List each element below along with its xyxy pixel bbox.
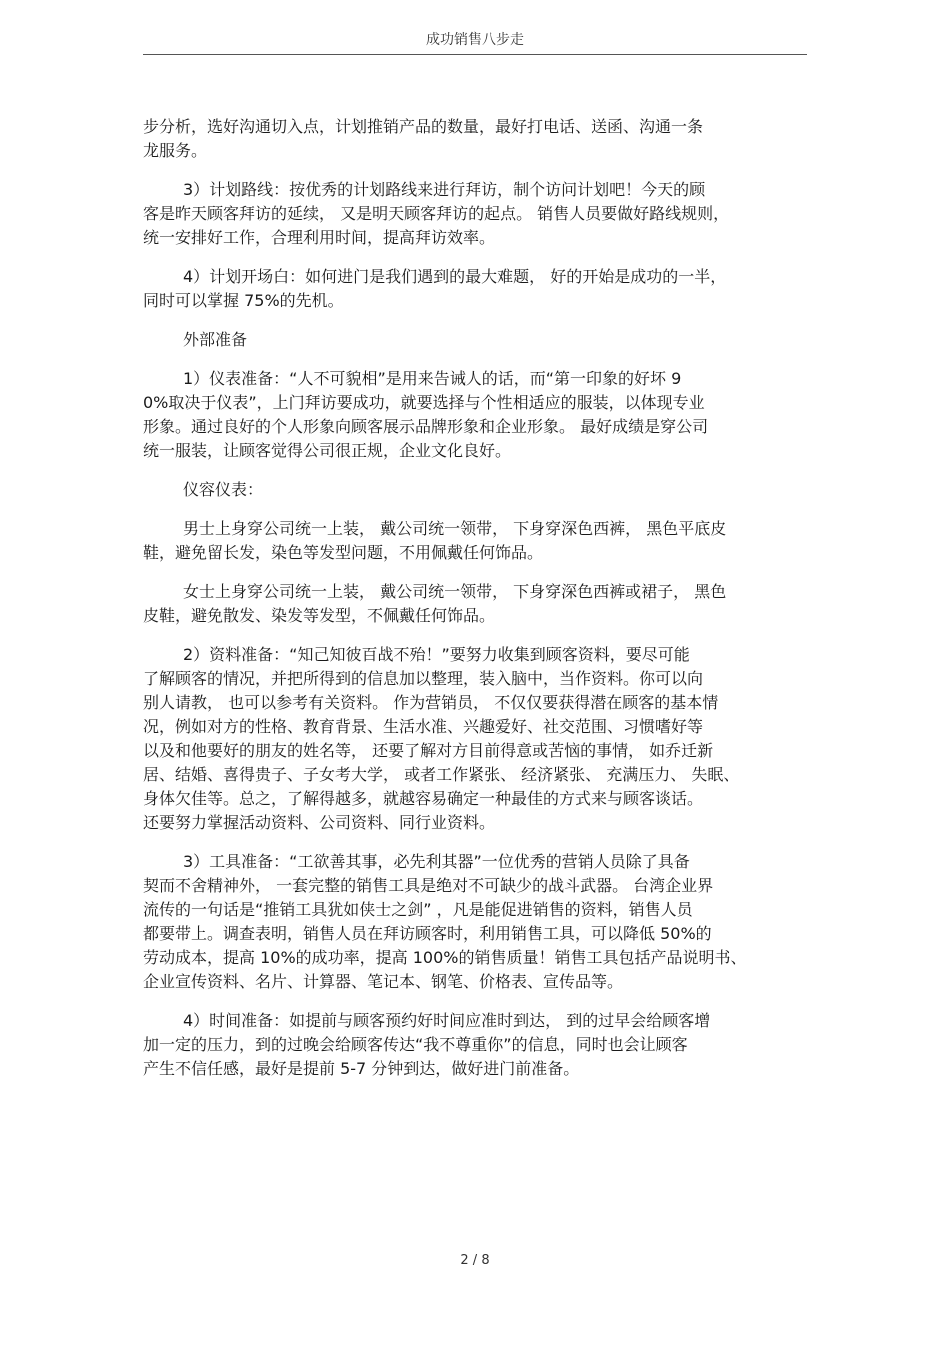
text-line: 统一服装，让顾客觉得公司很正规，企业文化良好。 bbox=[143, 441, 512, 460]
text-line: 4）时间准备：如提前与顾客预约好时间应准时到达， 到的过早会给顾客增 bbox=[183, 1011, 711, 1030]
document-body bbox=[143, 115, 807, 1096]
text-line: 步分析，选好沟通切入点，计划推销产品的数量，最好打电话、送函、沟通一条 bbox=[143, 117, 704, 136]
text-line: 鞋，避免留长发，染色等发型问题，不用佩戴任何饰品。 bbox=[143, 543, 544, 562]
text-line: 外部准备 bbox=[183, 330, 248, 349]
text-line: 契而不舍精神外， 一套完整的销售工具是绝对不可缺少的战斗武器。 台湾企业界 bbox=[143, 876, 714, 895]
text-line: 别人请教， 也可以参考有关资料。 作为营销员， 不仅仅要获得潜在顾客的基本情 bbox=[143, 693, 719, 712]
text-line: 同时可以掌握 75%的先机。 bbox=[143, 291, 344, 310]
text-line: 仪容仪表： bbox=[183, 480, 264, 499]
text-line: 3）工具准备：“工欲善其事，必先利其器”一位优秀的营销人员除了具备 bbox=[183, 852, 690, 871]
text-line: 了解顾客的情况，并把所得到的信息加以整理，装入脑中，当作资料。你可以向 bbox=[143, 669, 704, 688]
text-line: 企业宣传资料、名片、计算器、笔记本、钢笔、价格表、宣传品等。 bbox=[143, 972, 624, 991]
text-line: 龙服务。 bbox=[143, 141, 208, 160]
paragraph bbox=[143, 643, 807, 835]
text-line: 皮鞋，避免散发、染发等发型，不佩戴任何饰品。 bbox=[143, 606, 496, 625]
header-divider bbox=[143, 54, 807, 55]
text-line: 况，例如对方的性格、教育背景、生活水准、兴趣爱好、社交范围、习惯嗜好等 bbox=[143, 717, 704, 736]
paragraph bbox=[143, 178, 807, 250]
text-line: 还要努力掌握活动资料、公司资料、同行业资料。 bbox=[143, 813, 496, 832]
text-line: 居、结婚、喜得贵子、子女考大学， 或者工作紧张、 经济紧张、 充满压力、 失眠、 bbox=[143, 765, 740, 784]
paragraph bbox=[143, 328, 807, 352]
text-line: 2）资料准备：“知己知彼百战不殆！”要努力收集到顾客资料，要尽可能 bbox=[183, 645, 690, 664]
text-line: 男士上身穿公司统一上装， 戴公司统一领带， 下身穿深色西裤， 黑色平底皮 bbox=[183, 519, 727, 538]
page-header-title: 成功销售八步走 bbox=[426, 32, 524, 48]
text-line: 0%取决于仪表”，上门拜访要成功，就要选择与个性相适应的服装，以体现专业 bbox=[143, 393, 705, 412]
text-line: 劳动成本，提高 10%的成功率，提高 100%的销售质量！销售工具包括产品说明书、 bbox=[143, 948, 747, 967]
text-line: 流传的一句话是“推销工具犹如侠士之剑” ，凡是能促进销售的资料，销售人员 bbox=[143, 900, 693, 919]
text-line: 1）仪表准备：“人不可貌相”是用来告诫人的话，而“第一印象的好坏 9 bbox=[183, 369, 682, 388]
paragraph bbox=[143, 517, 807, 565]
paragraph bbox=[143, 478, 807, 502]
text-line: 形象。通过良好的个人形象向顾客展示品牌形象和企业形象。 最好成绩是穿公司 bbox=[143, 417, 709, 436]
page-number: 2 / 8 bbox=[460, 1253, 490, 1268]
text-line: 以及和他要好的朋友的姓名等， 还要了解对方目前得意或苦恼的事情， 如乔迁新 bbox=[143, 741, 714, 760]
paragraph bbox=[143, 265, 807, 313]
text-line: 统一安排好工作，合理利用时间，提高拜访效率。 bbox=[143, 228, 496, 247]
text-line: 女士上身穿公司统一上装， 戴公司统一领带， 下身穿深色西裤或裙子， 黑色 bbox=[183, 582, 727, 601]
paragraph bbox=[143, 367, 807, 463]
text-line: 客是昨天顾客拜访的延续， 又是明天顾客拜访的起点。 销售人员要做好路线规则， bbox=[143, 204, 730, 223]
text-line: 产生不信任感，最好是提前 5-7 分钟到达，做好进门前准备。 bbox=[143, 1059, 580, 1078]
text-line: 4）计划开场白：如何进门是我们遇到的最大难题， 好的开始是成功的一半， bbox=[183, 267, 727, 286]
paragraph bbox=[143, 850, 807, 994]
text-line: 都要带上。调查表明，销售人员在拜访顾客时，利用销售工具，可以降低 50%的 bbox=[143, 924, 712, 943]
text-line: 3）计划路线：按优秀的计划路线来进行拜访，制个访问计划吧！今天的顾 bbox=[183, 180, 706, 199]
paragraph bbox=[143, 115, 807, 163]
paragraph bbox=[143, 1009, 807, 1081]
text-line: 身体欠佳等。总之，了解得越多，就越容易确定一种最佳的方式来与顾客谈话。 bbox=[143, 789, 704, 808]
text-line: 加一定的压力，到的过晚会给顾客传达“我不尊重你”的信息，同时也会让顾客 bbox=[143, 1035, 688, 1054]
paragraph bbox=[143, 580, 807, 628]
